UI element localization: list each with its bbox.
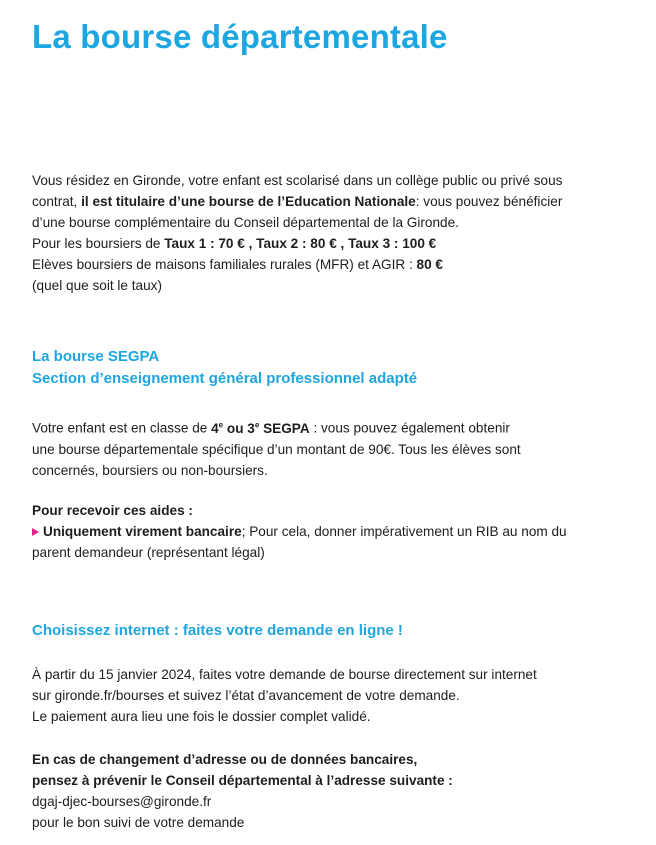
segpa-line-1 (32, 414, 632, 439)
internet-heading: Choisissez internet : faites votre demande en ligne ! (32, 622, 403, 639)
segpa-class-3: ou 3 (223, 420, 255, 436)
intro-line-1: Vous résidez en Gironde, votre enfant est scolarisé dans un collège public ou privé sous (32, 173, 563, 188)
aides-line-1 (32, 521, 632, 542)
segpa-label: SEGPA (259, 420, 310, 436)
intro-line-3: d’une bourse complémentaire du Conseil départemental de la Gironde. (32, 215, 459, 230)
segpa-text: : vous pouvez également obtenir (309, 420, 510, 436)
segpa-class (211, 421, 310, 436)
triangle-bullet-icon (32, 528, 39, 536)
segpa-sup: e (254, 420, 260, 429)
segpa-paragraph (32, 414, 632, 481)
intro-line-5 (32, 254, 632, 275)
segpa-heading-2: Section d’enseignement général professionnel adapté (32, 370, 418, 387)
intro-text: Pour les boursiers de (32, 236, 165, 251)
intro-line-6: (quel que soit le taux) (32, 278, 162, 293)
segpa-line-2: une bourse départementale spécifique d’un montant de 90€. Tous les élèves sont (32, 441, 521, 457)
aides-line-2: parent demandeur (représentant légal) (32, 545, 265, 560)
intro-bold-text: il est titulaire d’une bourse de l’Education Nationale (81, 194, 416, 209)
intro-line-4 (32, 233, 632, 254)
aides-bold-text: Uniquement virement bancaire (43, 524, 242, 539)
contact-line-1: En cas de changement d’adresse ou de données bancaires, (32, 752, 418, 767)
intro-paragraph (32, 170, 632, 296)
rates-text: Taux 1 : 70 € , Taux 2 : 80 € , Taux 3 : 100 € (164, 236, 437, 251)
internet-line-3: Le paiement aura lieu une fois le dossier complet validé. (32, 709, 371, 724)
contact-line-2: pensez à prévenir le Conseil départemental à l’adresse suivante : (32, 773, 453, 788)
intro-line-2 (32, 191, 632, 212)
segpa-text: Votre enfant est en classe de (32, 420, 212, 436)
intro-text: Elèves boursiers de maisons familiales rurales (MFR) et AGIR : (32, 257, 417, 272)
aides-paragraph (32, 500, 632, 563)
page-title: La bourse départementale (32, 18, 448, 55)
segpa-line-3: concernés, boursiers ou non-boursiers. (32, 462, 268, 478)
contact-paragraph (32, 749, 632, 833)
segpa-class-4: 4 (211, 420, 219, 436)
internet-line-2: sur gironde.fr/bourses et suivez l’état d’avancement de votre demande. (32, 688, 460, 703)
intro-text: contrat, (32, 194, 82, 209)
intro-text: : vous pouvez bénéficier (415, 194, 563, 209)
contact-email: dgaj-djec-bourses@gironde.fr (32, 794, 212, 809)
segpa-heading-1: La bourse SEGPA (32, 348, 160, 365)
contact-line-4: pour le bon suivi de votre demande (32, 815, 245, 830)
segpa-sup: e (218, 420, 224, 429)
internet-line-1: À partir du 15 janvier 2024, faites votre demande de bourse directement sur internet (32, 667, 537, 682)
mfr-amount: 80 € (416, 257, 443, 272)
aides-heading: Pour recevoir ces aides : (32, 503, 193, 518)
aides-text: ; Pour cela, donner impérativement un RIB au nom du (241, 524, 567, 539)
internet-paragraph (32, 664, 632, 727)
